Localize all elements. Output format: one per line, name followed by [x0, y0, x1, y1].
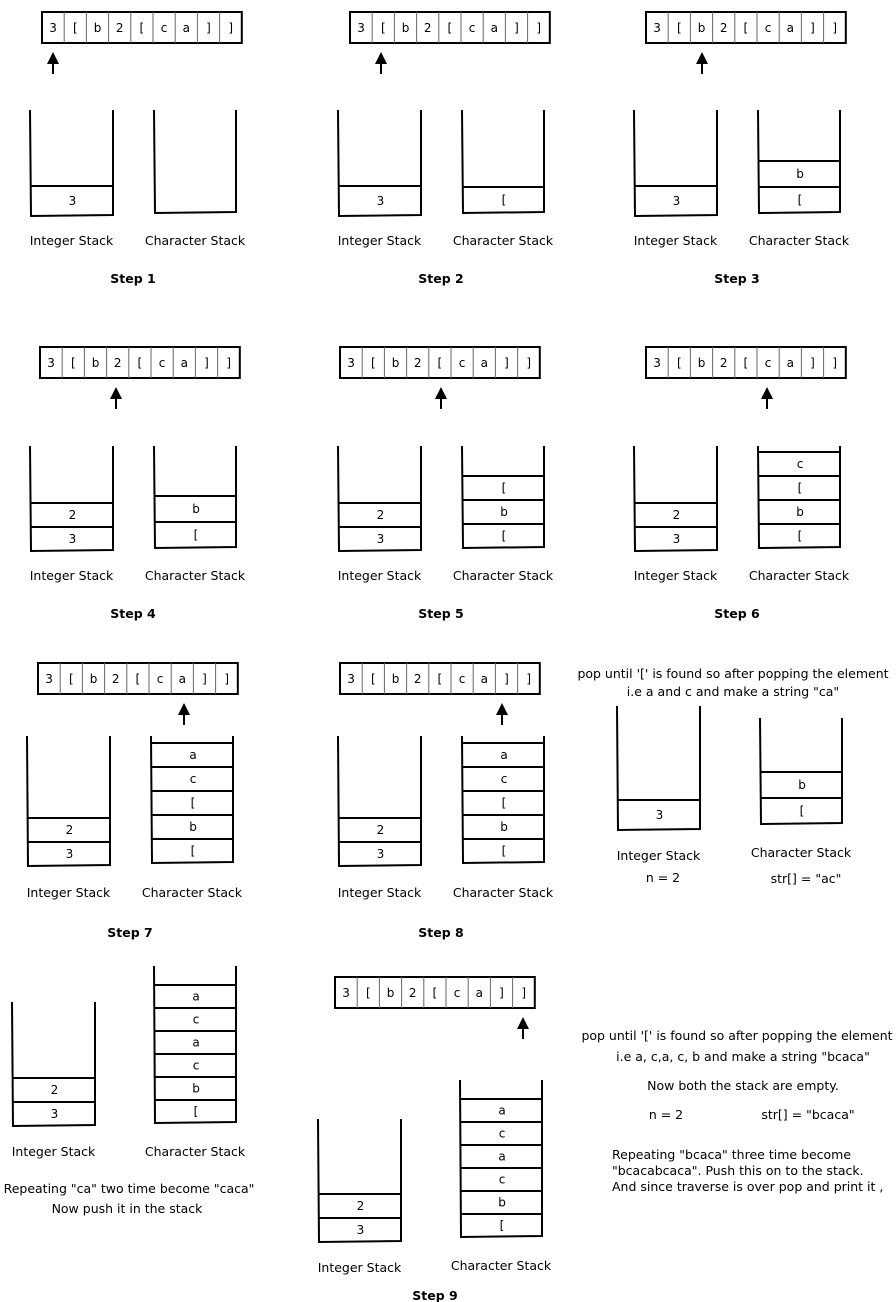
input-char: [ — [743, 21, 749, 35]
input-char: 3 — [653, 356, 661, 370]
character-stack-item: b — [798, 778, 806, 792]
input-array — [340, 347, 540, 409]
integer-stack-label: Integer Stack — [317, 1260, 402, 1275]
step-title: Step 1 — [110, 271, 156, 286]
character-stack-label: Character Stack — [450, 1258, 552, 1273]
integer-stack-item: 3 — [376, 194, 385, 208]
input-char: a — [490, 21, 498, 35]
integer-stack-item: 3 — [68, 194, 77, 208]
input-char: ] — [504, 356, 509, 370]
input-char: [ — [743, 356, 749, 370]
step-panel-6 — [634, 347, 850, 621]
input-char: b — [91, 356, 100, 370]
input-char: a — [786, 356, 794, 370]
input-char: b — [386, 986, 395, 1000]
character-stack-item: b — [500, 505, 508, 519]
character-stack-item: a — [500, 748, 508, 762]
repeat-note-line2: Now push it in the stack — [51, 1201, 203, 1216]
character-stack-label: Character Stack — [144, 1144, 246, 1159]
input-char: ] — [504, 672, 509, 686]
input-char: [ — [447, 21, 453, 35]
pop-note-line2: i.e a and c and make a string "ca" — [626, 684, 840, 699]
integer-stack-item: 2 — [68, 508, 77, 522]
integer-stack — [617, 706, 701, 863]
character-stack-item: [ — [797, 193, 803, 207]
character-stack-item: [ — [501, 796, 507, 810]
input-char: ] — [526, 672, 532, 686]
input-char: c — [764, 21, 772, 35]
input-char: 2 — [111, 672, 120, 686]
character-stack — [749, 110, 850, 248]
input-char: 3 — [347, 356, 355, 370]
character-stack-item: c — [498, 1126, 506, 1141]
final-line1: Repeating "bcaca" three time become — [612, 1147, 852, 1162]
input-char: a — [786, 21, 794, 35]
input-char: b — [93, 21, 102, 35]
step-panel-1 — [30, 12, 246, 286]
character-stack-item: [ — [499, 1218, 505, 1233]
integer-stack — [27, 736, 111, 900]
input-char: [ — [437, 672, 443, 686]
character-stack — [451, 1080, 552, 1273]
input-char: ] — [832, 356, 838, 370]
step-title: Step 6 — [714, 606, 760, 621]
input-char: a — [182, 21, 190, 35]
input-char: 2 — [423, 21, 432, 35]
integer-stack-item: 3 — [376, 532, 385, 546]
final-n-value: n = 2 — [648, 1107, 684, 1122]
character-stack-item: [ — [501, 481, 507, 495]
character-stack-item: c — [796, 457, 804, 471]
input-char: [ — [365, 986, 371, 1000]
character-stack-item: a — [498, 1103, 506, 1118]
integer-stack-item: 3 — [356, 1223, 365, 1237]
character-stack — [453, 446, 554, 583]
step-panel-3 — [634, 12, 850, 286]
final-notes — [581, 1028, 892, 1194]
character-stack-label: Character Stack — [144, 233, 246, 248]
repeat-note-line1: Repeating "ca" two time become "caca" — [3, 1181, 255, 1196]
input-char: ] — [228, 21, 234, 35]
character-stack-walls — [154, 110, 236, 213]
character-stack-item: a — [192, 1035, 200, 1050]
integer-stack — [30, 446, 114, 583]
input-array — [646, 347, 846, 409]
integer-stack-item: 3 — [50, 1107, 59, 1121]
input-char: b — [391, 356, 400, 370]
pop-panel-ca — [577, 666, 888, 886]
input-char: a — [480, 672, 488, 686]
character-stack — [453, 736, 554, 900]
input-char: c — [453, 986, 461, 1000]
input-char: [ — [437, 356, 443, 370]
input-char: 2 — [719, 356, 728, 370]
step-title: Step 3 — [714, 271, 760, 286]
character-stack-item: c — [192, 1012, 200, 1027]
integer-stack-item: 3 — [68, 532, 77, 546]
input-char: ] — [204, 356, 209, 370]
pop-note-line1: pop until '[' is found so after popping the element — [577, 666, 889, 681]
input-char: c — [468, 21, 476, 35]
integer-stack-label: Integer Stack — [337, 568, 422, 583]
input-char: [ — [370, 356, 376, 370]
integer-stack-item: 3 — [65, 847, 74, 861]
input-char: ] — [226, 356, 232, 370]
input-char: [ — [68, 672, 74, 686]
input-char: ] — [536, 21, 542, 35]
integer-stack-label: Integer Stack — [337, 885, 422, 900]
integer-stack-item: 3 — [672, 532, 681, 546]
input-char: 2 — [413, 356, 422, 370]
input-char: c — [764, 356, 772, 370]
n-value: n = 2 — [645, 870, 681, 885]
step-title: Step 4 — [110, 606, 156, 621]
input-array — [646, 12, 846, 74]
input-array — [335, 977, 535, 1039]
input-char: a — [180, 356, 188, 370]
character-stack-item: b — [189, 820, 197, 834]
input-char: 3 — [47, 356, 55, 370]
character-stack-item: [ — [193, 1104, 199, 1119]
integer-stack-item: 3 — [376, 847, 385, 861]
character-stack — [749, 446, 850, 583]
character-stack-item: [ — [193, 528, 199, 542]
integer-stack — [12, 1002, 96, 1159]
integer-stack — [30, 110, 114, 248]
character-stack-label: Character Stack — [452, 568, 554, 583]
character-stack — [751, 718, 852, 860]
input-char: c — [158, 356, 166, 370]
integer-stack-item: 3 — [655, 808, 664, 822]
character-stack-item: a — [498, 1149, 506, 1164]
integer-stack-item: 3 — [672, 194, 681, 208]
input-char: a — [178, 672, 186, 686]
input-char: b — [697, 21, 706, 35]
integer-stack-item: 2 — [356, 1199, 365, 1213]
step-title: Step 7 — [107, 925, 153, 940]
input-char: ] — [810, 356, 815, 370]
character-stack-label: Character Stack — [750, 845, 852, 860]
input-char: ] — [526, 356, 532, 370]
character-stack-item: c — [500, 772, 508, 786]
step-panel-9 — [318, 977, 552, 1302]
integer-stack-item: 2 — [65, 823, 74, 837]
integer-stack-label: Integer Stack — [633, 233, 718, 248]
input-char: 3 — [342, 986, 350, 1000]
input-char: c — [458, 356, 466, 370]
final-str-value: str[] = "bcaca" — [761, 1107, 855, 1122]
input-char: 3 — [45, 672, 53, 686]
integer-stack — [634, 110, 718, 248]
character-stack-label: Character Stack — [748, 568, 850, 583]
input-char: [ — [370, 672, 376, 686]
integer-stack-item: 2 — [672, 508, 681, 522]
integer-stack-label: Integer Stack — [29, 568, 114, 583]
step-panel-8 — [338, 663, 554, 940]
character-stack-item: [ — [799, 804, 805, 818]
input-char: [ — [70, 356, 76, 370]
step-panel-2 — [338, 12, 554, 286]
input-char: [ — [137, 356, 143, 370]
input-char: ] — [224, 672, 230, 686]
str-value: str[] = "ac" — [770, 871, 842, 886]
character-stack-item: [ — [190, 796, 196, 810]
integer-stack — [634, 446, 718, 583]
character-stack — [145, 446, 246, 583]
input-char: a — [480, 356, 488, 370]
integer-stack-label: Integer Stack — [616, 848, 701, 863]
character-stack-item: [ — [501, 193, 507, 207]
character-stack-label: Character Stack — [144, 568, 246, 583]
input-char: 2 — [113, 356, 122, 370]
integer-stack — [338, 110, 422, 248]
character-stack-item: [ — [501, 844, 507, 858]
character-stack — [142, 736, 243, 900]
input-char: b — [697, 356, 706, 370]
character-stack-item: b — [192, 1081, 200, 1096]
input-char: 2 — [115, 21, 124, 35]
step-title: Step 9 — [412, 1288, 458, 1302]
step-panel-4 — [30, 347, 246, 621]
integer-stack-label: Integer Stack — [29, 233, 114, 248]
input-char: [ — [380, 21, 386, 35]
character-stack-item: a — [192, 989, 200, 1004]
input-char: 3 — [653, 21, 661, 35]
integer-stack-item: 2 — [376, 508, 385, 522]
character-stack — [145, 110, 246, 248]
repeat-panel-caca — [4, 966, 255, 1216]
input-array — [40, 347, 240, 409]
input-char: b — [391, 672, 400, 686]
integer-stack-item: 2 — [50, 1083, 59, 1097]
character-stack-label: Character Stack — [141, 885, 243, 900]
character-stack-item: c — [498, 1172, 506, 1187]
input-char: ] — [514, 21, 519, 35]
input-array — [340, 663, 540, 725]
final-pop-line2: i.e a, c,a, c, b and make a string "bcaca" — [616, 1049, 870, 1064]
empty-stacks-text: Now both the stack are empty. — [647, 1078, 839, 1093]
input-char: 3 — [49, 21, 57, 35]
input-char: [ — [432, 986, 438, 1000]
character-stack-item: [ — [501, 529, 507, 543]
character-stack-item: [ — [797, 529, 803, 543]
character-stack — [453, 110, 554, 248]
integer-stack — [338, 446, 422, 583]
input-char: ] — [206, 21, 211, 35]
step-panel-7 — [27, 663, 243, 940]
integer-stack-label: Integer Stack — [11, 1144, 96, 1159]
input-char: c — [156, 672, 164, 686]
input-char: 2 — [408, 986, 417, 1000]
character-stack-item: b — [500, 820, 508, 834]
integer-stack — [338, 736, 422, 900]
character-stack-label: Character Stack — [748, 233, 850, 248]
input-array — [42, 12, 242, 74]
input-char: 3 — [347, 672, 355, 686]
input-char: c — [458, 672, 466, 686]
input-char: ] — [521, 986, 527, 1000]
integer-stack-label: Integer Stack — [633, 568, 718, 583]
step-panel-5 — [338, 347, 554, 621]
input-char: [ — [676, 356, 682, 370]
character-stack-label: Character Stack — [452, 885, 554, 900]
input-char: b — [89, 672, 98, 686]
integer-stack-item: 2 — [376, 823, 385, 837]
input-char: 2 — [719, 21, 728, 35]
final-line2: "bcacabcaca". Push this on to the stack. — [612, 1163, 864, 1178]
input-char: ] — [499, 986, 504, 1000]
input-char: b — [401, 21, 410, 35]
character-stack-item: [ — [190, 844, 196, 858]
character-stack-item: [ — [797, 481, 803, 495]
step-title: Step 8 — [418, 925, 464, 940]
input-array — [350, 12, 550, 74]
input-char: ] — [832, 21, 838, 35]
input-char: [ — [72, 21, 78, 35]
character-stack-item: b — [796, 167, 804, 181]
input-array — [38, 663, 238, 725]
character-stack-item: b — [498, 1195, 506, 1210]
input-char: a — [475, 986, 483, 1000]
input-char: c — [160, 21, 168, 35]
character-stack-item: c — [189, 772, 197, 786]
integer-stack — [318, 1119, 402, 1275]
input-char: 3 — [357, 21, 365, 35]
final-line3: And since traverse is over pop and print it , — [612, 1179, 884, 1194]
input-char: ] — [202, 672, 207, 686]
input-char: [ — [139, 21, 145, 35]
input-char: [ — [676, 21, 682, 35]
input-char: 2 — [413, 672, 422, 686]
character-stack-item: a — [189, 748, 197, 762]
character-stack-item: b — [796, 505, 804, 519]
integer-stack-label: Integer Stack — [26, 885, 111, 900]
step-title: Step 5 — [418, 606, 464, 621]
integer-stack-label: Integer Stack — [337, 233, 422, 248]
character-stack-item: c — [192, 1058, 200, 1073]
character-stack-item: b — [192, 502, 200, 516]
input-char: ] — [810, 21, 815, 35]
step-title: Step 2 — [418, 271, 464, 286]
input-char: [ — [135, 672, 141, 686]
character-stack — [145, 966, 246, 1159]
character-stack-label: Character Stack — [452, 233, 554, 248]
final-pop-line1: pop until '[' is found so after popping the element — [581, 1028, 893, 1043]
